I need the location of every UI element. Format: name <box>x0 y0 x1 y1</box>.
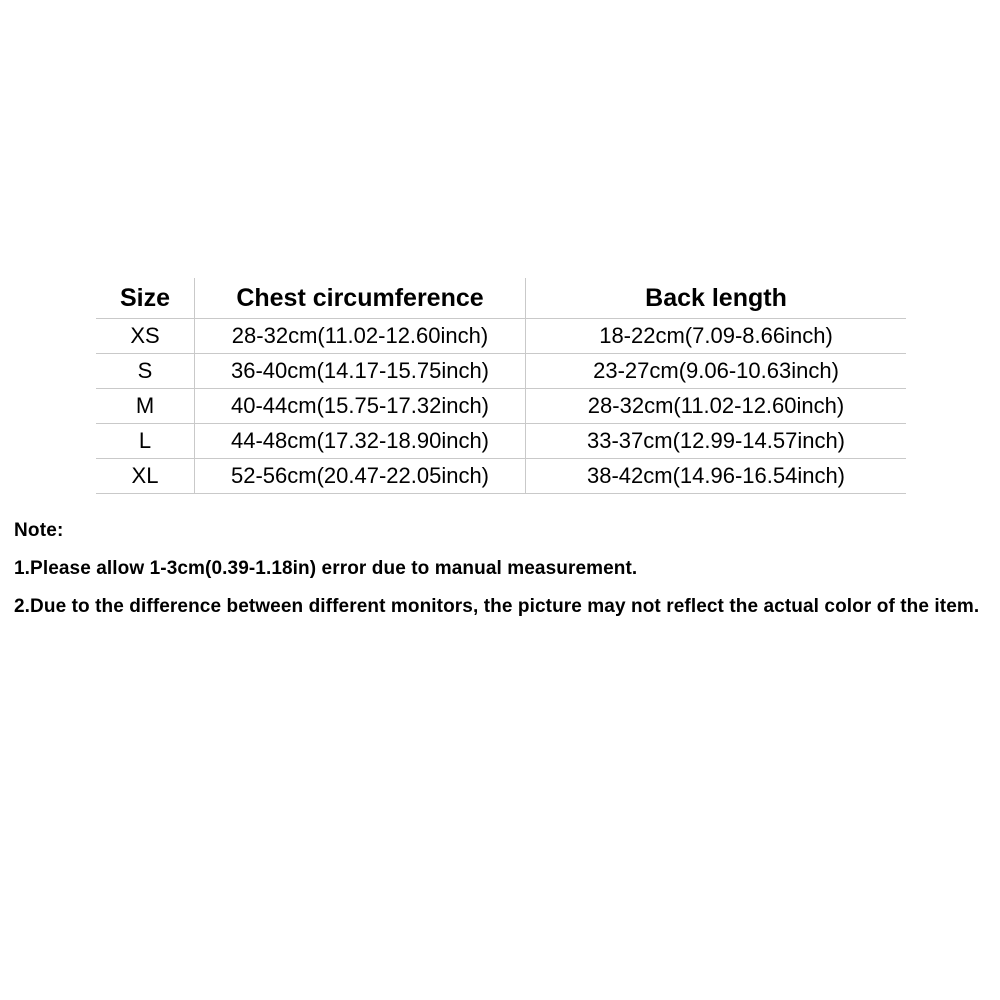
cell-chest: 28-32cm(11.02-12.60inch) <box>195 319 526 354</box>
cell-back: 33-37cm(12.99-14.57inch) <box>526 424 907 459</box>
column-header-back-length: Back length <box>526 278 907 319</box>
table-row <box>96 354 906 389</box>
table-body <box>96 319 906 494</box>
cell-size: L <box>96 424 195 459</box>
cell-chest: 36-40cm(14.17-15.75inch) <box>195 354 526 389</box>
table-header-row <box>96 278 906 319</box>
table-header <box>96 278 906 319</box>
table-row <box>96 424 906 459</box>
cell-back: 18-22cm(7.09-8.66inch) <box>526 319 907 354</box>
size-chart <box>96 278 904 494</box>
cell-size: S <box>96 354 195 389</box>
notes-title: Note: <box>14 520 64 541</box>
column-header-size: Size <box>96 278 195 319</box>
cell-size: XS <box>96 319 195 354</box>
table-row <box>96 319 906 354</box>
cell-back: 28-32cm(11.02-12.60inch) <box>526 389 907 424</box>
cell-chest: 52-56cm(20.47-22.05inch) <box>195 459 526 494</box>
cell-back: 38-42cm(14.96-16.54inch) <box>526 459 907 494</box>
notes-section <box>14 520 994 634</box>
cell-chest: 40-44cm(15.75-17.32inch) <box>195 389 526 424</box>
cell-size: M <box>96 389 195 424</box>
size-table <box>96 278 906 494</box>
cell-back: 23-27cm(9.06-10.63inch) <box>526 354 907 389</box>
cell-chest: 44-48cm(17.32-18.90inch) <box>195 424 526 459</box>
cell-size: XL <box>96 459 195 494</box>
table-row <box>96 389 906 424</box>
note-line-1: 1.Please allow 1-3cm(0.39-1.18in) error due to manual measurement. <box>14 558 638 579</box>
table-row <box>96 459 906 494</box>
column-header-chest-circumference: Chest circumference <box>195 278 526 319</box>
note-line-2: 2.Due to the difference between different monitors, the picture may not reflect the actual color of the item. <box>14 596 980 617</box>
